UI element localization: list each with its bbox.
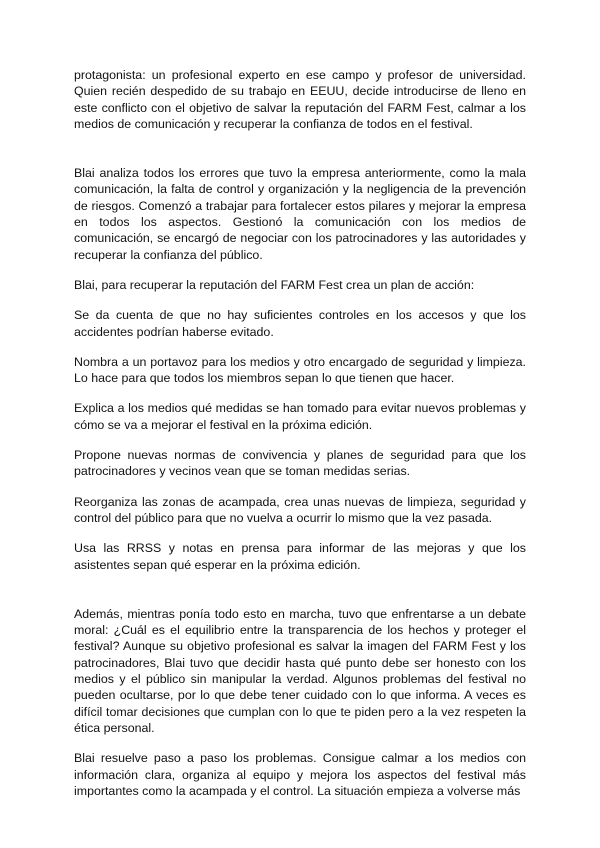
paragraph-spokesperson: Nombra a un portavoz para los medios y otro encargado de seguridad y limpieza. Lo hace para que todos los miembros sepan lo que tienen que hacer. [74, 354, 526, 386]
paragraph-action-plan-intro: Blai, para recuperar la reputación del FARM Fest crea un plan de acción: [74, 277, 475, 292]
paragraph-resolution: Blai resuelve paso a paso los problemas. Consigue calmar a los medios con información clara, organiza al equipo y mejora los aspectos del festival más importantes como la acampada y el control. La situación empieza a volverse más [74, 751, 526, 798]
document-page [74, 67, 526, 813]
paragraph-new-rules: Propone nuevas normas de convivencia y planes de seguridad para que los patrocinadores y vecinos vean que se toman medidas serias. [74, 448, 526, 479]
paragraph-intro: protagonista: un profesional experto en ese campo y profesor de universidad. Quien recién despedido de su trabajo en EEUU, decide introducirse de lleno en este conflicto con el objetivo de salvar la reputación del FARM Fest, calmar a los medios de comunicación y recuperar la confianza de todos en el festival. [74, 68, 526, 131]
paragraph-media-measures: Explica a los medios qué medidas se han tomado para evitar nuevos problemas y cómo se va a mejorar el festival en la próxima edición. [74, 401, 526, 432]
paragraph-moral-debate: Además, mientras ponía todo esto en marcha, tuvo que enfrentarse a un debate moral: ¿Cuál es el equilibrio entre la transparencia de los hechos y proteger el festival? Aunque su objetivo profesional es salvar la imagen del FARM Fest y los patrocinadores, Blai tuvo que decidir hasta qué punto debe ser honesto con los medios y el público sin manipular la verdad. Algunos problemas del festival no pueden ocultarse, por lo que debe tener cuidado con lo que informa. A veces es difícil tomar decisiones que cumplan con lo que te piden pero a la vez respeten la ética personal. [74, 606, 526, 735]
paragraph-access-controls: Se da cuenta de que no hay suficientes controles en los accesos y que los accidentes podrían haberse evitado. [74, 308, 526, 339]
paragraph-social-media: Usa las RRSS y notas en prensa para informar de las mejoras y que los asistentes sepan qué esperar en la próxima edición. [74, 541, 526, 572]
paragraph-analysis: Blai analiza todos los errores que tuvo la empresa anteriormente, como la mala comunicación, la falta de control y organización y la negligencia de la prevención de riesgos. Comenzó a trabajar para fortalecer estos pilares y mejorar la empresa en todos los aspectos. Gestionó la comunicación con los medios de comunicación, se encargó de negociar con los patrocinadores y las autoridades y recuperar la confianza del público. [74, 166, 526, 262]
paragraph-camping-zones: Reorganiza las zonas de acampada, crea unas nuevas de limpieza, seguridad y control del público para que no vuelva a ocurrir lo mismo que la vez pasada. [74, 494, 526, 525]
